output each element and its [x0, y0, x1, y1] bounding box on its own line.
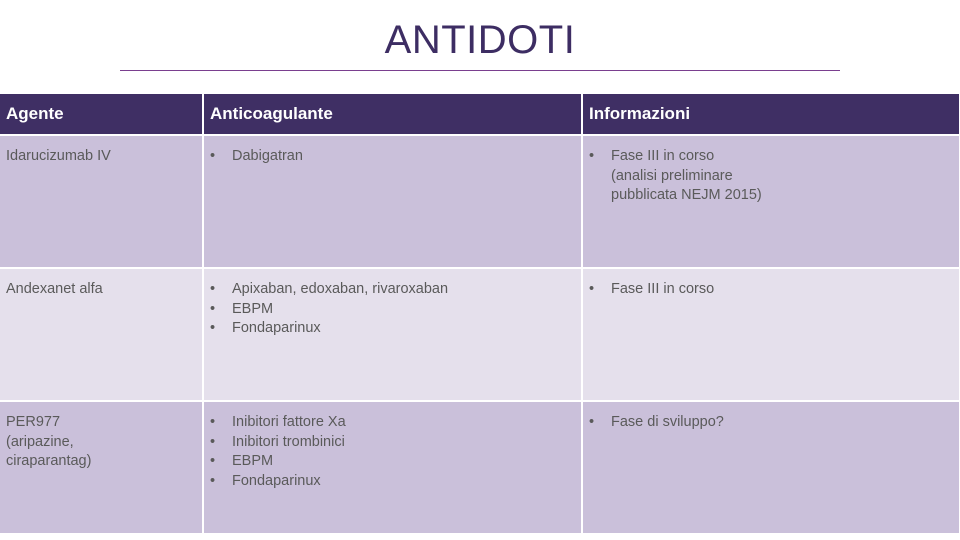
table-row — [0, 135, 960, 268]
anticoagulant-text: Fondaparinux — [232, 472, 321, 489]
anticoagulant-text: EBPM — [232, 453, 274, 469]
list-item — [210, 433, 575, 453]
title-divider — [120, 70, 840, 71]
info-text: Fase III in corso — [611, 281, 715, 297]
cell-info — [582, 268, 960, 401]
antidotes-table — [0, 94, 960, 535]
list-item — [210, 147, 575, 167]
anticoagulant-text: Inibitori fattore Xa — [232, 414, 346, 430]
bullet-icon: • — [210, 281, 216, 297]
header-anticoagulant: Anticoagulante — [203, 94, 582, 135]
agent-name: Andexanet alfa — [6, 281, 103, 297]
anticoagulant-text: Apixaban, edoxaban, rivaroxaban — [232, 281, 449, 297]
bullet-icon: • — [210, 472, 216, 489]
cell-agent — [0, 268, 203, 401]
bullet-icon: • — [210, 148, 216, 164]
bullet-icon: • — [589, 281, 595, 297]
table-header-row — [0, 94, 960, 135]
anticoagulant-text: Fondaparinux — [232, 320, 321, 336]
cell-info — [582, 135, 960, 268]
anticoagulant-list — [210, 280, 575, 339]
bullet-icon: • — [210, 433, 216, 450]
list-item — [210, 472, 575, 492]
anticoagulant-list — [210, 147, 575, 167]
header-agent: Agente — [0, 94, 203, 135]
anticoagulant-text: Dabigatran — [232, 148, 303, 164]
bullet-icon: • — [210, 320, 216, 336]
list-item — [210, 452, 575, 472]
info-list — [589, 413, 953, 433]
bullet-icon: • — [210, 453, 216, 469]
list-item — [210, 413, 575, 433]
cell-agent — [0, 401, 203, 534]
info-list — [589, 147, 953, 206]
cell-info — [582, 401, 960, 534]
cell-anticoagulant — [203, 401, 582, 534]
anticoagulant-list — [210, 413, 575, 491]
list-item — [210, 319, 575, 339]
table-row — [0, 401, 960, 534]
list-item — [210, 280, 575, 300]
bullet-icon: • — [210, 414, 216, 430]
list-item — [589, 147, 953, 206]
bullet-icon: • — [210, 300, 216, 317]
list-item — [589, 280, 953, 300]
cell-anticoagulant — [203, 135, 582, 268]
table-row — [0, 268, 960, 401]
agent-name: Idarucizumab IV — [6, 148, 111, 164]
header-info: Informazioni — [582, 94, 960, 135]
list-item — [210, 300, 575, 320]
page-title: ANTIDOTI — [384, 18, 576, 62]
list-item — [589, 413, 953, 433]
info-text: Fase III in corso (analisi preliminare pubblicata NEJM 2015) — [611, 148, 762, 203]
anticoagulant-text: Inibitori trombinici — [232, 433, 345, 450]
anticoagulant-text: EBPM — [232, 300, 274, 317]
info-text: Fase di sviluppo? — [611, 414, 724, 430]
bullet-icon: • — [589, 148, 595, 164]
info-list — [589, 280, 953, 300]
bullet-icon: • — [589, 414, 595, 430]
cell-anticoagulant — [203, 268, 582, 401]
agent-name: PER977 (aripazine, ciraparantag) — [6, 414, 92, 469]
cell-agent — [0, 135, 203, 268]
